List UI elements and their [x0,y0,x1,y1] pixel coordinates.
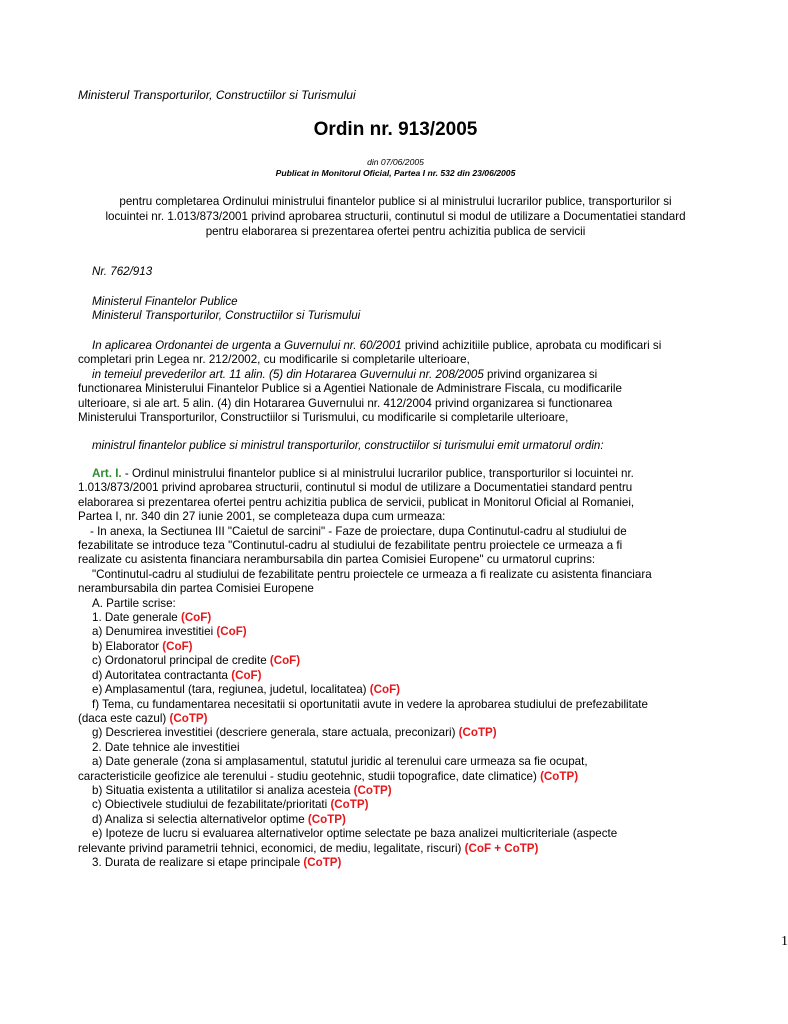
preamble-text: privind achizitiile publice, aprobata cu modificari si [401,339,662,352]
preamble-line [78,339,718,353]
issuance-statement [78,439,718,453]
list-item [78,654,718,668]
issuance-line: ministrul finantelor publice si ministrul transporturilor, constructiilor si turismului emit urmatorul ordin: [92,439,604,452]
list-item [78,856,718,870]
issue-date: din 07/06/2005 [367,157,424,167]
code-badge: (CoF) [162,639,193,653]
list-item [78,726,718,740]
code-badge: (CoF) [269,654,301,668]
preamble-line: completari prin Legea nr. 212/2002, cu modificarile si completarile ulterioare, [78,353,470,367]
code-badge: (CoTP) [540,769,579,783]
list-item [78,770,718,784]
list-item-text: c) Obiectivele studiului de fezabilitate/prioritati [92,798,331,812]
list-item [78,597,718,611]
list-item-text: A. Partile scrise: [92,596,176,610]
list-item-text: 3. Durata de realizare si etape principale [92,855,304,869]
article-line: realizate cu asistenta financiara nerambursabila din partea Comisiei Europene" cu urmatorul cuprins: [78,553,596,567]
preamble-legal-ref: in temeiul prevederilor art. 11 alin. (5) din Hotararea Guvernului nr. 208/2005 [92,367,484,381]
preamble-text: privind organizarea si [483,367,598,381]
code-badge: (CoF) [231,668,262,682]
order-number-block [78,265,718,279]
preamble-legal-ref: In aplicarea Ordonantei de urgenta a Guvernului nr. 60/2001 [92,339,402,352]
preamble [78,339,718,425]
list-item-text: g) Descrierea investitiei (descriere generala, stare actuala, preconizari) [92,726,459,740]
list-item [78,611,718,625]
code-badge: (CoF) [216,625,247,639]
list-item-text: 1. Date generale [92,611,181,625]
publication-info: Publicat in Monitorul Oficial, Partea I nr. 532 din 23/06/2005 [275,168,516,178]
article-body [78,467,718,870]
code-badge: (CoTP) [353,783,392,797]
article-line: "Continutul-cadru al studiului de fezabilitate pentru proiectele ce urmeaza a fi realizate cu asistenta financiara [92,567,652,581]
list-item [78,683,718,697]
order-number: Nr. 762/913 [92,265,153,278]
list-item [78,798,718,812]
preamble-line [78,368,718,382]
intro-paragraph [78,194,713,239]
list-item-text: b) Elaborator [92,639,163,653]
list-item [78,625,718,639]
article-text: - Ordinul ministrului finantelor publice si al ministrului lucrarilor publice, transporturilor si locuintei nr. [121,467,634,480]
list-item-text: d) Analiza si selectia alternativelor optime [92,812,308,826]
intro-line: pentru elaborarea si prezentarea ofertei pentru achizitia publica de servicii [205,225,586,238]
article-line: elaborarea si prezentarea ofertei pentru achizitia publica de servicii, publicat in Monitorul Oficial al Romaniei, [78,495,635,509]
code-badge: (CoTP) [330,798,369,812]
list-item [78,827,718,841]
list-item [78,755,718,769]
article-line [78,467,718,481]
intro-line: locuintei nr. 1.013/873/2001 privind aprobarea structurii, continutul si modul de utilizare a Documentatiei standard [105,210,686,223]
list-item [78,712,718,726]
article-line: 1.013/873/2001 privind aprobarea structurii, continutul si modul de utilizare a Documentatiei standard pentru [78,481,633,495]
list-item-text: caracteristicile geofizice ale terenului - studiu geotehnic, studii topografice, date climatice) [78,769,541,783]
list-item [78,669,718,683]
list-item [78,842,718,856]
code-badge: (CoTP) [307,812,346,826]
list-item [78,640,718,654]
list-item-text: a) Date generale (zona si amplasamentul, statutul juridic al terenului care urmeaza sa fie ocupat, [92,755,588,769]
list-item-text: (daca este cazul) [78,711,170,725]
list-item-text: relevante privind parametrii tehnici, economici, de mediu, legalitate, riscuri) [78,841,465,855]
list-item-text: b) Situatia existenta a utilitatilor si analiza acesteia [92,783,354,797]
list-item-text: d) Autoritatea contractanta [92,668,232,682]
list-item [78,741,718,755]
code-badge: (CoF) [180,611,212,625]
list-item-text: e) Ipoteze de lucru si evaluarea alternativelor optime selectate pe baza analizei multicriteriale (aspecte [92,827,618,841]
intro-line: pentru completarea Ordinului ministrului finantelor publice si al ministrului lucrarilor publice, transporturilor si [119,195,672,208]
signatories-block [78,295,718,324]
article-line: nerambursabila din partea Comisiei Europene [78,582,314,596]
page-title: Ordin nr. 913/2005 [313,119,478,140]
list-item [78,784,718,798]
preamble-line: ulterioare, si ale art. 5 alin. (4) din Hotararea Guvernului nr. 412/2004 privind organizarea si functionarea [78,396,613,410]
signatory: Ministerul Finantelor Publice [92,295,238,308]
article-line: - In anexa, la Sectiunea III "Caietul de sarcini" - Faze de proiectare, dupa Continutul-cadru al studiului de [90,524,627,538]
list-item [78,698,718,712]
list-item [78,813,718,827]
list-item-text: f) Tema, cu fundamentarea necesitatii si oportunitatii avute in vedere la aprobarea studiului de prefezabilitate [92,697,648,711]
list-item-text: 2. Date tehnice ale investitiei [92,740,240,754]
preamble-line: functionarea Ministerului Finantelor Publice si a Agentiei Nationale de Administrare Fiscala, cu modificarile [78,382,622,396]
article-line: fezabilitate se introduce teza "Continutul-cadru al studiului de fezabilitate pentru proiectele ce urmeaza a fi [78,539,623,553]
ministry-header: Ministerul Transporturilor, Constructiilor si Turismului [78,88,356,102]
list-item-text: c) Ordonatorul principal de credite [92,654,270,668]
code-badge: (CoTP) [303,855,342,869]
code-badge: (CoTP) [169,711,208,725]
code-badge: (CoF) [369,683,401,697]
code-badge: (CoTP) [458,726,497,740]
preamble-line: Ministerului Transporturilor, Constructiilor si Turismului, cu modificarile si completarile ulterioare, [78,411,569,425]
list-item-text: e) Amplasamentul (tara, regiunea, judetul, localitatea) [92,683,370,697]
list-item-text: a) Denumirea investitiei [92,625,217,639]
article-label: Art. I. [92,467,122,480]
article-line: Partea I, nr. 340 din 27 iunie 2001, se completeaza dupa cum urmeaza: [78,510,446,524]
page-number: 1 [781,934,788,949]
signatory: Ministerul Transporturilor, Constructiilor si Turismului [92,309,361,323]
code-badge: (CoF + CoTP) [464,841,539,855]
content-items [78,597,718,871]
